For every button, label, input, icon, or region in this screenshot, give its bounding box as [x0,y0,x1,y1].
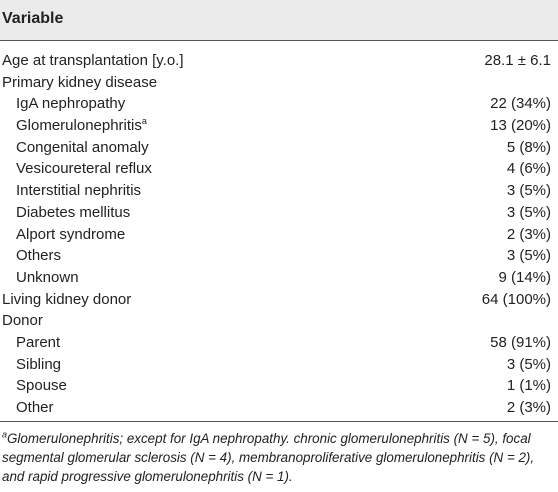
row-label-text: Primary kidney disease [2,73,158,91]
row-label-text: Vesicoureteral reflux [16,160,152,178]
table-header [0,0,558,41]
table-row [0,180,558,202]
table-row [0,50,558,72]
row-value: 3 (5%) [506,355,551,373]
row-label-text: IgA nephropathy [16,95,126,113]
column-header-variable: Variable [2,10,64,27]
row-label [16,332,60,354]
row-value: 28.1 ± 6.1 [484,52,551,69]
row-label-text: Donor [2,312,43,330]
row-value: 64 (100%) [481,290,551,308]
row-label [16,397,54,419]
row-label [16,158,152,180]
table-row [0,245,558,267]
table-row [0,93,558,115]
table-row [0,115,558,137]
row-value: 1 (1%) [506,377,551,395]
table-row [0,310,558,332]
row-label-text: Other [16,399,54,416]
row-value: 22 (34%) [490,95,551,113]
row-label [16,180,141,202]
table-row [0,158,558,180]
footnote-marker: a [141,116,147,127]
row-value: 58 (91%) [490,333,551,351]
table-row [0,289,558,311]
row-label-text: Spouse [16,377,67,395]
row-label [16,115,147,137]
table-footnote [2,429,554,486]
row-label [16,93,125,115]
row-value: 13 (20%) [490,117,551,135]
row-value: 3 (5%) [506,203,551,221]
table-row [0,397,558,419]
row-value: 3 (5%) [506,182,551,200]
table-row [0,72,558,94]
row-value: 9 (14%) [498,268,551,286]
row-label [16,375,67,397]
row-label [2,310,43,332]
footnote-marker: a [2,429,8,440]
table-row [0,354,558,376]
row-label [16,245,61,267]
table-row [0,224,558,246]
table-bottom-rule [0,421,558,422]
table-row [0,137,558,159]
table-row [0,375,558,397]
row-label [16,267,79,289]
row-label [16,202,130,224]
row-value: 3 (5%) [506,247,551,265]
row-value: 2 (3%) [506,399,551,416]
row-label-text: Interstitial nephritis [16,182,142,200]
footnote-text: Glomerulonephritis; except for IgA nephropathy. chronic glomerulonephritis (N = 5), focal segmental glomerular sclerosis (N = 4), membranoproliferative glomerulonephritis (N = 2), and rapid progressive glomerulonephritis (N = 1). [2,431,535,484]
table-row [0,332,558,354]
row-value: 5 (8%) [506,138,551,156]
row-label [16,224,125,246]
row-label-text: Others [16,247,62,265]
table-row [0,267,558,289]
row-label-text: Unknown [16,268,79,286]
row-value: 2 (3%) [506,225,551,243]
row-label-text: Glomerulonephritis [16,117,142,135]
row-value: 4 (6%) [506,160,551,178]
row-label-text: Parent [16,333,61,351]
row-label [2,72,157,94]
table-row [0,202,558,224]
row-label-text: Diabetes mellitus [16,203,131,221]
row-label [2,289,131,311]
table-body [0,50,558,419]
row-label-text: Sibling [16,355,62,373]
row-label-text: Congenital anomaly [16,138,149,156]
row-label-text: Age at transplantation [y.o.] [2,52,184,69]
row-label [16,137,149,159]
row-label [2,50,184,72]
row-label-text: Living kidney donor [2,290,132,308]
row-label [16,354,61,376]
row-label-text: Alport syndrome [16,225,126,243]
